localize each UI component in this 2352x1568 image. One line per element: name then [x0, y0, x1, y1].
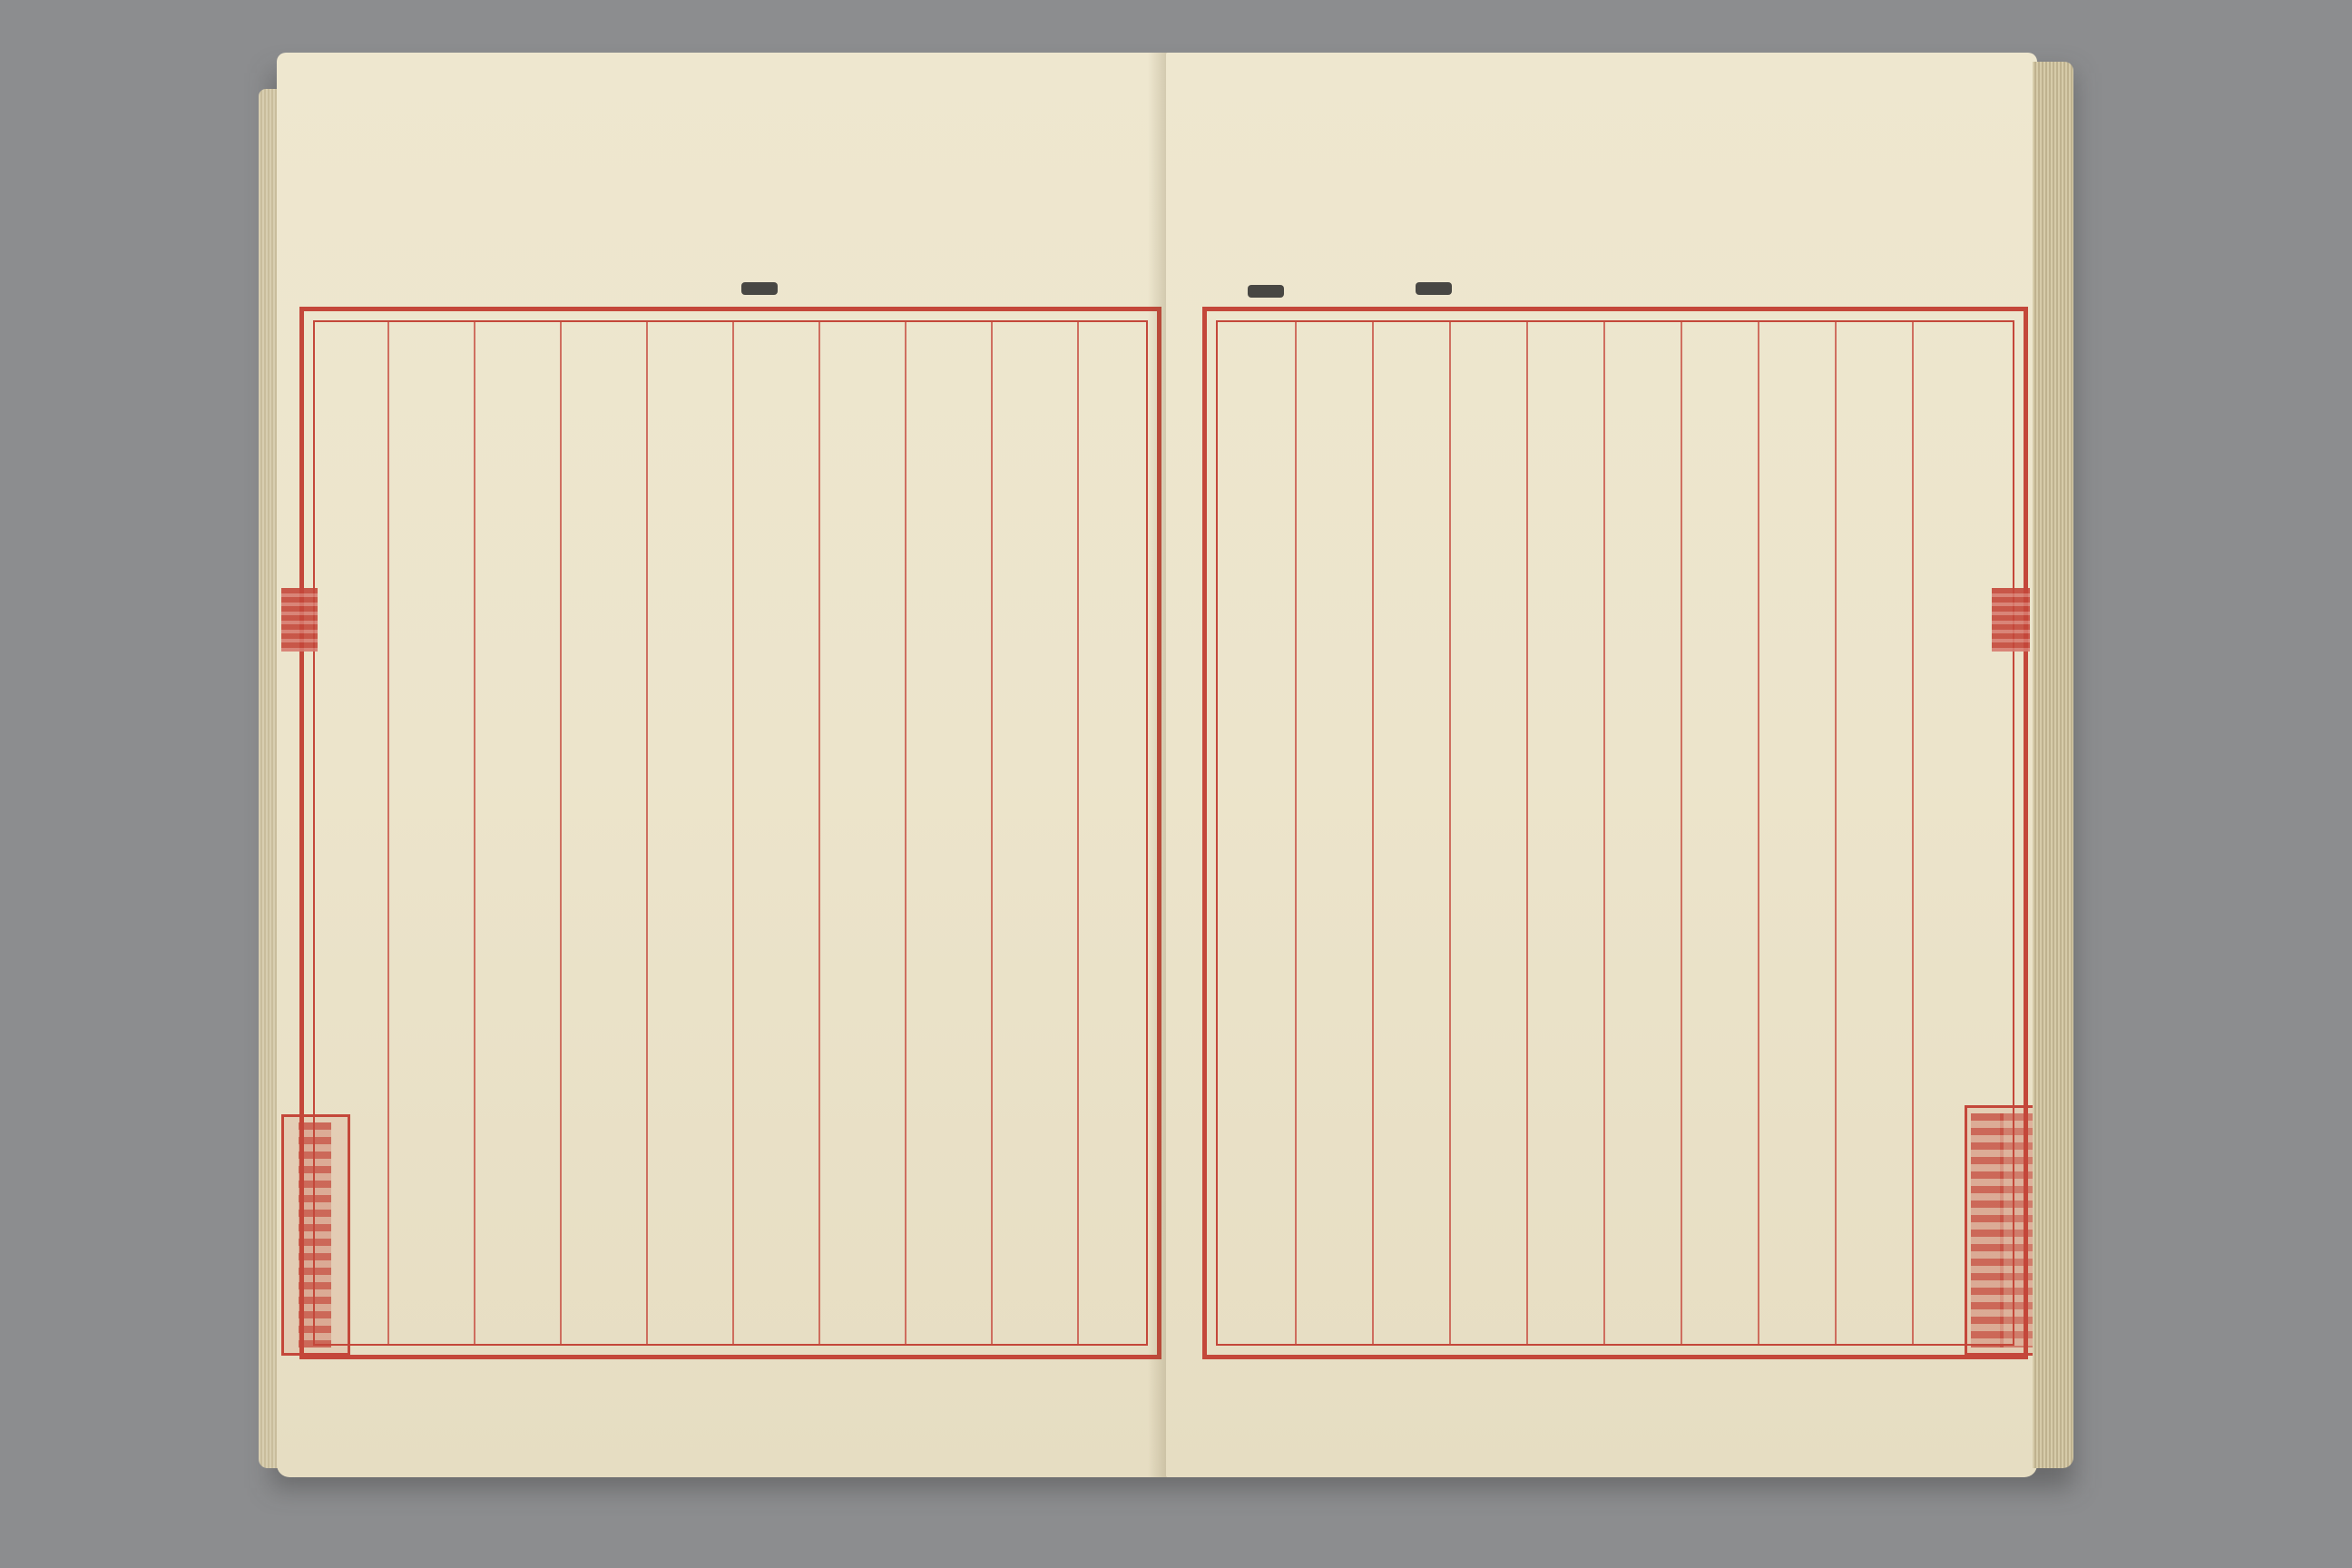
right-column-9 — [1313, 342, 1371, 1324]
right-column-3 — [1776, 342, 1834, 1324]
left-column-6 — [655, 342, 713, 1324]
left-page-top-mark — [741, 282, 778, 295]
right-column-8 — [1390, 342, 1448, 1324]
left-page-inner-frame — [313, 320, 1148, 1346]
right-page-seal-stamp — [1965, 1105, 2038, 1356]
open-book — [259, 53, 2073, 1477]
right-column-5 — [1622, 342, 1680, 1324]
right-page-edges — [2033, 62, 2073, 1468]
left-page-frame — [299, 307, 1161, 1359]
right-page-inner-frame — [1216, 320, 2014, 1346]
right-page-top-mark-1 — [1248, 285, 1284, 298]
left-column-3 — [914, 342, 972, 1324]
left-page — [277, 53, 1184, 1477]
right-page-top-mark-2 — [1416, 282, 1452, 295]
right-column-6 — [1544, 342, 1602, 1324]
left-column-4 — [828, 342, 886, 1324]
left-column-9 — [397, 342, 455, 1324]
left-column-1 — [1086, 342, 1144, 1324]
right-column-4 — [1699, 342, 1757, 1324]
left-column-2 — [1000, 342, 1058, 1324]
left-column-5 — [741, 342, 799, 1324]
right-column-10 — [1234, 342, 1292, 1324]
right-column-7 — [1467, 342, 1525, 1324]
left-page-red-tab — [281, 588, 318, 652]
right-page — [1166, 53, 2037, 1477]
right-column-2 — [1853, 342, 1911, 1324]
left-column-7 — [569, 342, 627, 1324]
right-page-frame — [1202, 307, 2028, 1359]
left-page-seal-stamp — [281, 1114, 350, 1356]
left-column-8 — [483, 342, 541, 1324]
right-page-red-tab — [1992, 588, 2030, 652]
